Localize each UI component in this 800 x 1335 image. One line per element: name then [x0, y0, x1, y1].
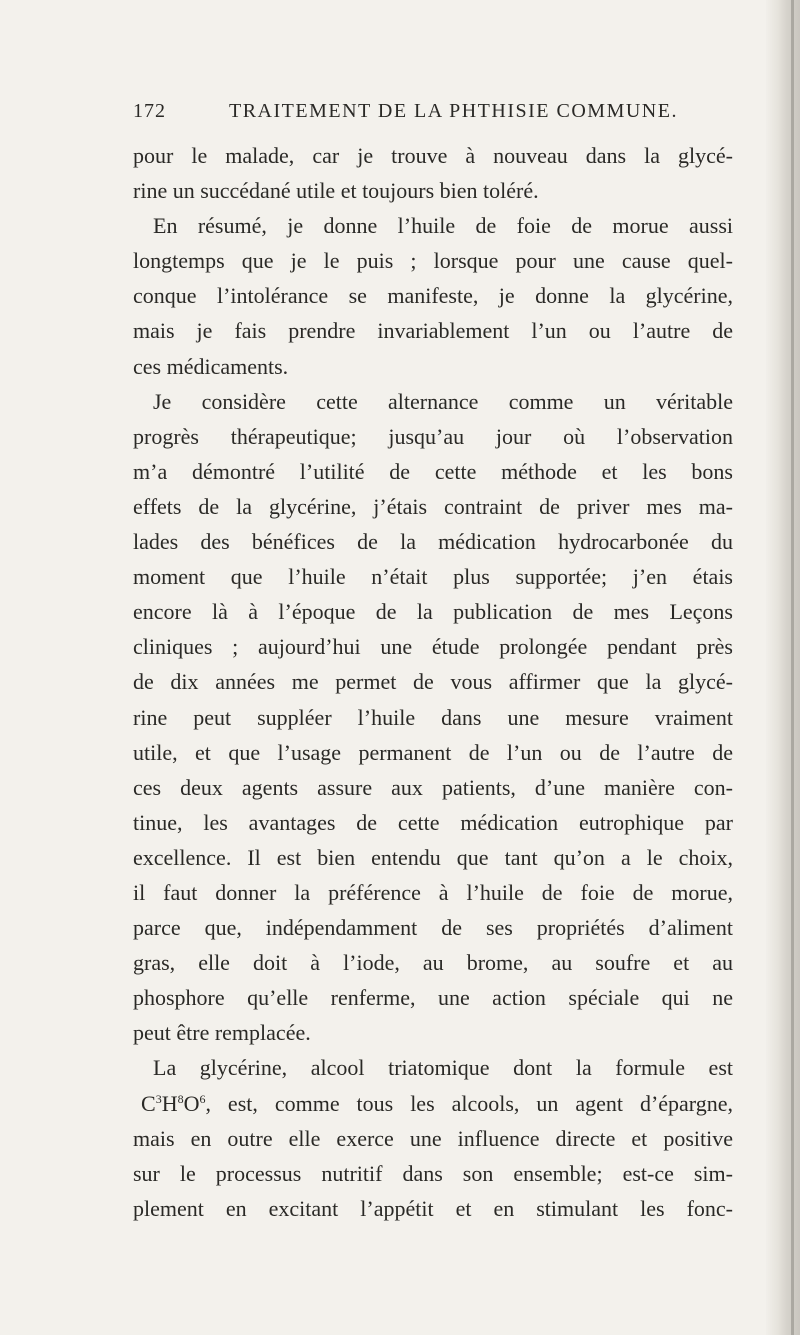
text-line: excellence. Il est bien entendu que tant qu’on a le choix,	[133, 844, 733, 870]
formula-line	[133, 1086, 733, 1121]
text-line: phosphore qu’elle renferme, une action spéciale qui ne	[133, 985, 733, 1011]
text-line: parce que, indépendamment de ses propriétés d’aliment	[133, 915, 733, 941]
text-line: peut être remplacée.	[133, 1020, 311, 1046]
text-line: lades des bénéfices de la médication hydrocarbonée du	[133, 529, 733, 555]
page-edge-shadow	[766, 0, 800, 1335]
text-line: de dix années me permet de vous affirmer que la glycé-	[133, 669, 733, 695]
text-line: effets de la glycérine, j’étais contraint de priver mes ma-	[133, 493, 733, 519]
body-text	[133, 138, 733, 1226]
formula-line-text: , est, comme tous les alcools, un agent d’épargne,	[205, 1090, 733, 1116]
formula-subscript-o: 6	[199, 1091, 206, 1106]
text-line: moment que l’huile n’était plus supportée; j’en étais	[133, 564, 733, 590]
running-title: TRAITEMENT DE LA PHTHISIE COMMUNE.	[229, 100, 678, 122]
text-line: utile, et que l’usage permanent de l’un ou de l’autre de	[133, 739, 733, 765]
text-line: gras, elle doit à l’iode, au brome, au soufre et au	[133, 950, 733, 976]
text-line: cliniques ; aujourd’hui une étude prolongée pendant près	[133, 634, 733, 660]
text-line: tinue, les avantages de cette médication eutrophique par	[133, 809, 733, 835]
text-line: Je considère cette alternance comme un véritable	[153, 388, 733, 414]
text-line: conque l’intolérance se manifeste, je donne la glycérine,	[133, 283, 733, 309]
formula-subscript-h: 8	[177, 1091, 184, 1106]
text-line: ces deux agents assure aux patients, d’une manière con-	[133, 774, 733, 800]
text-line: mais en outre elle exerce une influence directe et positive	[133, 1125, 733, 1151]
text-line: m’a démontré l’utilité de cette méthode et les bons	[133, 458, 733, 484]
text-line: encore là à l’époque de la publication de mes Leçons	[133, 599, 733, 625]
text-line: ces médicaments.	[133, 353, 289, 379]
text-line: La glycérine, alcool triatomique dont la formule est	[153, 1055, 733, 1081]
text-line: En résumé, je donne l’huile de foie de morue aussi	[153, 213, 733, 239]
formula-element-c: C	[141, 1090, 156, 1116]
text-line: mais je fais prendre invariablement l’un ou l’autre de	[133, 318, 733, 344]
text-line: rine un succédané utile et toujours bien toléré.	[133, 178, 539, 204]
text-line: longtemps que je le puis ; lorsque pour une cause quel-	[133, 248, 733, 274]
text-line: progrès thérapeutique; jusqu’au jour où l’observation	[133, 423, 733, 449]
formula-element-o: O	[183, 1090, 200, 1116]
text-line: sur le processus nutritif dans son ensemble; est-ce sim-	[133, 1160, 733, 1186]
page-number: 172	[133, 100, 166, 122]
text-line: plement en excitant l’appétit et en stimulant les fonc-	[133, 1195, 733, 1221]
text-line: il faut donner la préférence à l’huile de foie de morue,	[133, 879, 733, 905]
formula-subscript-c: 3	[155, 1091, 162, 1106]
running-header	[133, 100, 733, 128]
text-line: pour le malade, car je trouve à nouveau dans la glycé-	[133, 143, 733, 168]
text-line: rine peut suppléer l’huile dans une mesure vraiment	[133, 704, 733, 730]
formula-element-h: H	[161, 1090, 178, 1116]
